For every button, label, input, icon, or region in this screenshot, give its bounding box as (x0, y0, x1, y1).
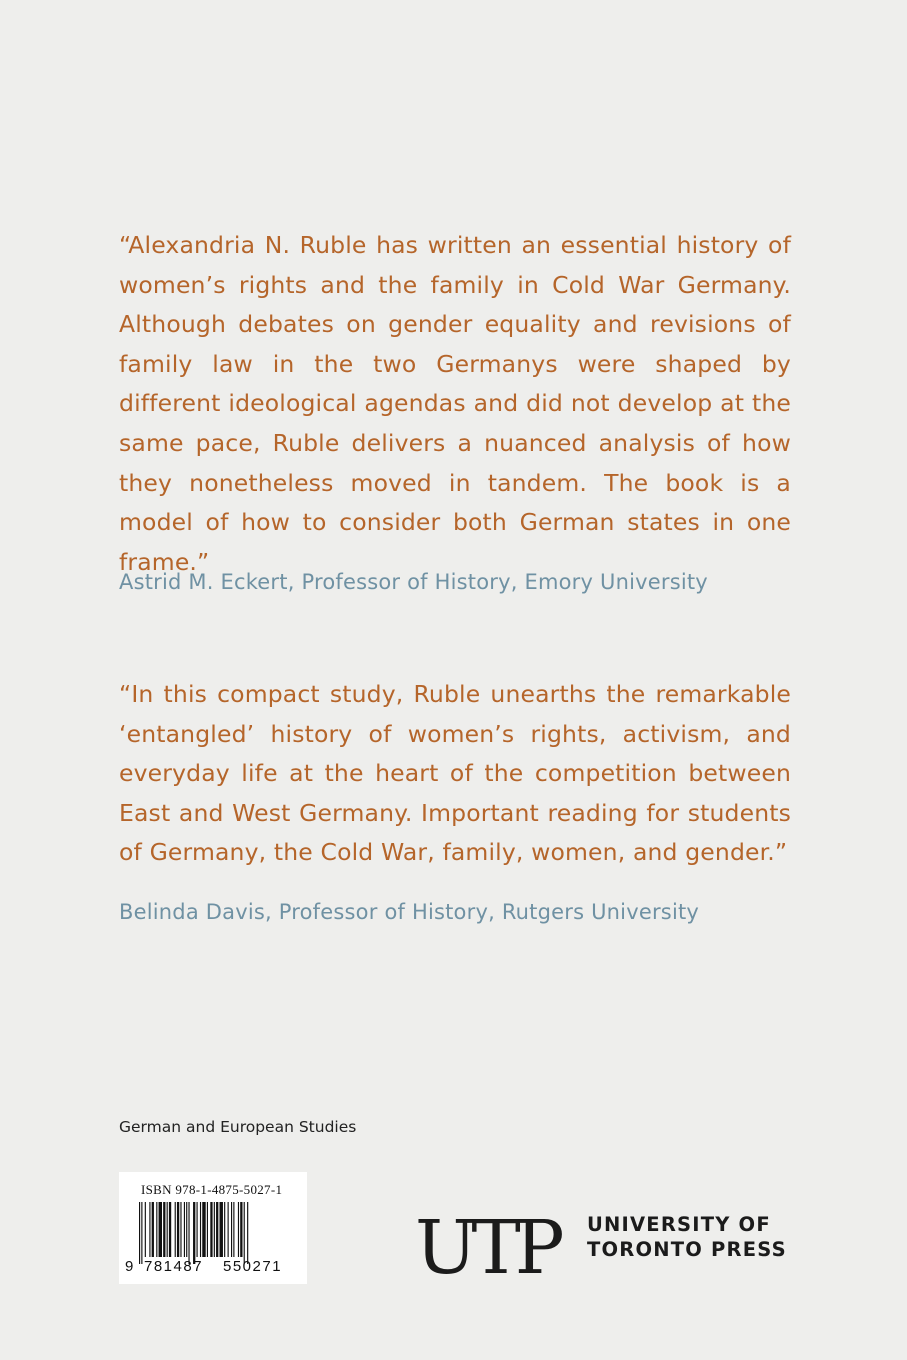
barcode-digit-first: 9 (125, 1258, 135, 1275)
utp-logo-mark: UTP (415, 1205, 559, 1291)
barcode-bar (169, 1202, 171, 1257)
barcode-bar (159, 1202, 162, 1257)
barcode-bar (214, 1202, 215, 1257)
barcode-bar (233, 1202, 234, 1257)
barcode-bar (180, 1202, 181, 1257)
barcode-bar (175, 1202, 176, 1257)
barcode-bar (167, 1202, 168, 1257)
series-name: German and European Studies (119, 1118, 357, 1136)
barcode-bar (145, 1202, 146, 1257)
barcode-digits-left: 781487 (144, 1258, 204, 1275)
barcode-bar (244, 1202, 245, 1264)
endorsement-quote-1 (119, 226, 791, 582)
publisher-name-line-1: UNIVERSITY OF (587, 1213, 771, 1236)
barcode-bar (186, 1202, 187, 1257)
barcode-bar (177, 1202, 179, 1257)
barcode-bar (200, 1202, 201, 1257)
barcode-bar (228, 1202, 229, 1257)
publisher-name-line-2: TORONTO PRESS (587, 1238, 787, 1261)
barcode-bar (188, 1202, 189, 1264)
barcode-bar (139, 1202, 140, 1264)
barcode-bar (238, 1202, 239, 1257)
quote-2-text: “In this compact study, Ruble unearths the remarkable ‘entangled’ history of women’s rights, activism, and everyday life at the heart of the competition between East and West Germany. Important reading for students of Germany, the Cold War, family, women, and gender.” (119, 680, 791, 867)
barcode-bar (163, 1202, 165, 1257)
quote-1-attribution: Astrid M. Eckert, Professor of History, Emory University (119, 570, 708, 594)
barcode-bar (220, 1202, 223, 1257)
quote-2-attribution: Belinda Davis, Professor of History, Rutgers University (119, 900, 700, 924)
barcode-bar (156, 1202, 157, 1257)
isbn-label: ISBN 978-1-4875-5027-1 (141, 1182, 283, 1197)
barcode-bar (231, 1202, 232, 1257)
quote-1-text: “Alexandria N. Ruble has written an essential history of women’s rights and the family in Cold War Germany. Although debates on gender equality and revisions of family law in the two Germanys were shaped by different ideological agendas and did not develop at the same pace, Ruble delivers a nuanced analysis of how they nonetheless moved in tandem. The book is a model of how to consider both German states in one frame.” (119, 231, 791, 576)
barcode-bar (149, 1202, 150, 1257)
barcode-bar (247, 1202, 248, 1264)
barcode-digits-right: 550271 (223, 1258, 283, 1275)
barcode-bar (184, 1202, 185, 1257)
barcode-bar (216, 1202, 218, 1257)
barcode-bar (197, 1202, 198, 1257)
barcode-bar (152, 1202, 154, 1257)
barcode-bar (210, 1202, 212, 1257)
barcode-bar (224, 1202, 225, 1257)
isbn-barcode (119, 1172, 307, 1284)
barcode-bar (202, 1202, 205, 1257)
barcode-bar (240, 1202, 242, 1257)
publisher-name (587, 1212, 787, 1262)
barcode-bar (193, 1202, 195, 1264)
barcode-bar (207, 1202, 208, 1257)
endorsement-quote-2 (119, 675, 791, 873)
barcode-bar (141, 1202, 142, 1264)
